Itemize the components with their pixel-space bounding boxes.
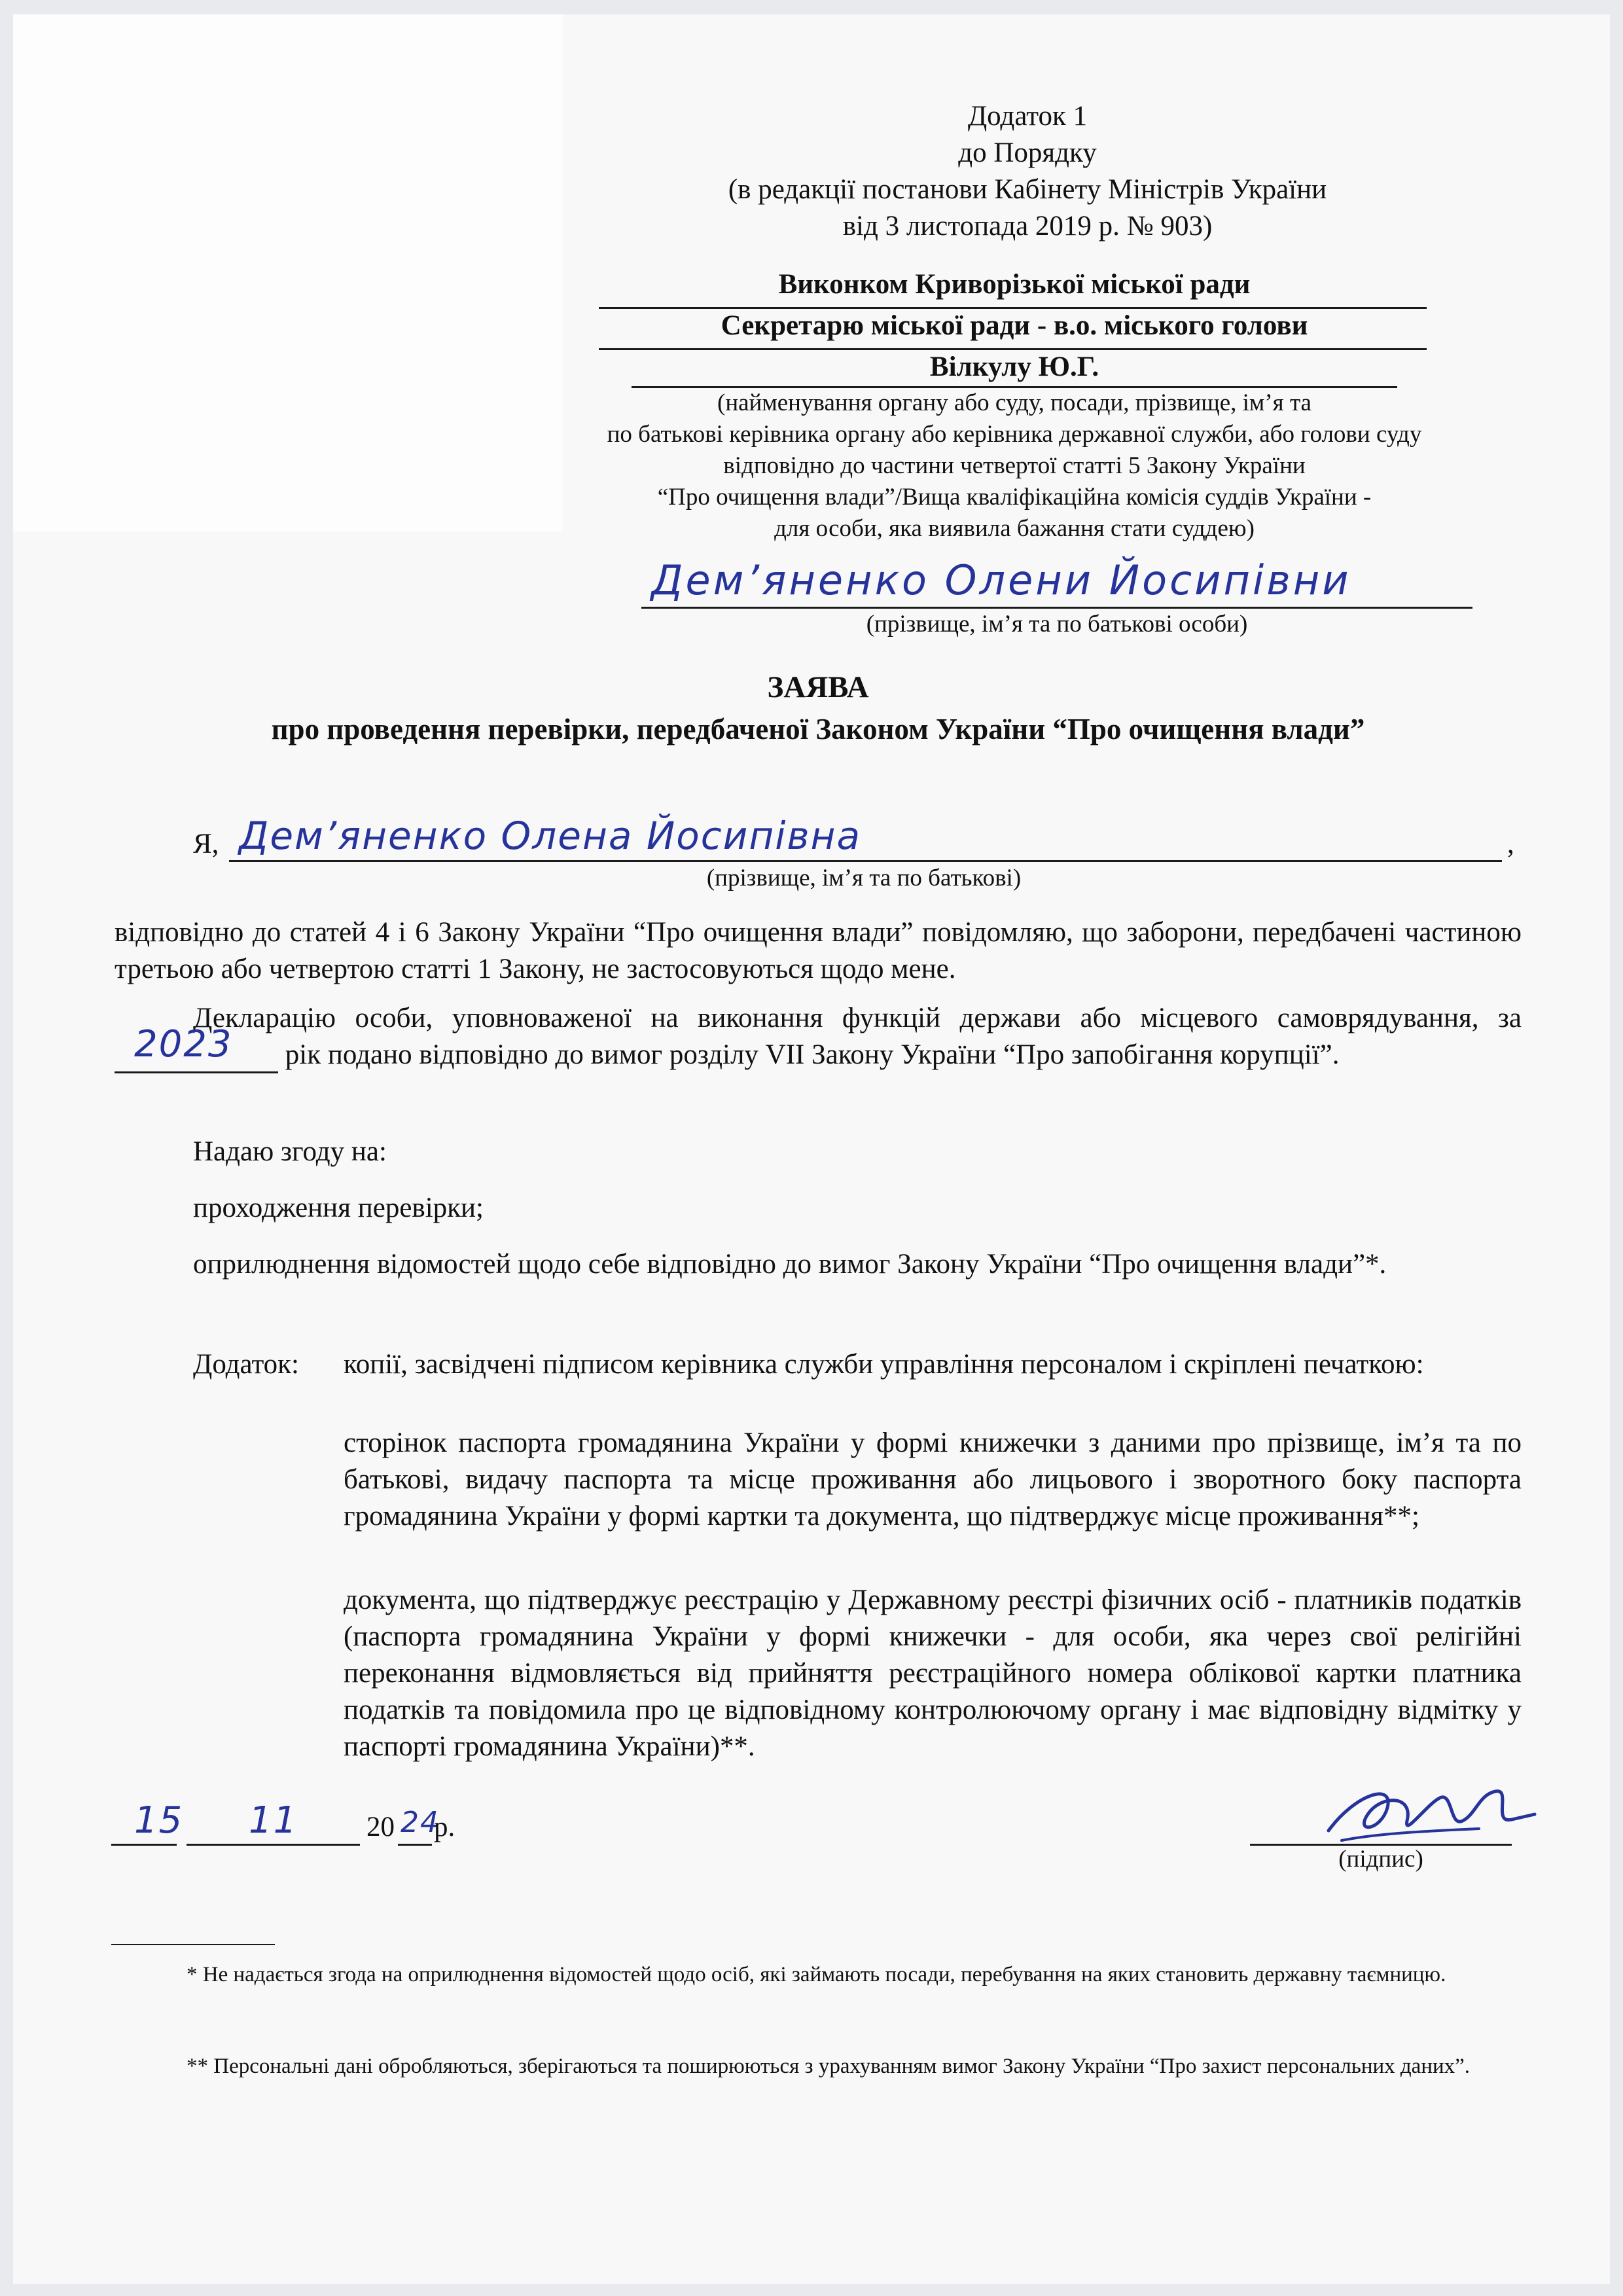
declaration-end: рік подано відповідно до вимог розділу VII Закону України “Про запобігання корупції”. bbox=[285, 1039, 1340, 1070]
consent-item-publication bbox=[115, 1246, 1522, 1283]
addressee-caption bbox=[556, 387, 1472, 545]
document-page bbox=[13, 14, 1610, 2284]
date-month-rule bbox=[187, 1844, 360, 1846]
date-day-rule bbox=[111, 1844, 177, 1846]
addressee-caption-line: по батькові керівника органу або керівника державної служби, або голови суду bbox=[607, 421, 1422, 448]
annex-number: Додаток 1 bbox=[967, 101, 1088, 132]
addressee-line-2: Секретарю міської ради - в.о. міського голови bbox=[721, 310, 1308, 341]
footnote-1-text: * Не надається згода на оприлюднення відомостей щодо осіб, які займають посади, перебування на яких становить державну таємницю. bbox=[187, 1963, 1446, 1986]
i-suffix: , bbox=[1507, 829, 1514, 859]
addressee-caption-line: для особи, яка виявила бажання стати суддею) bbox=[774, 515, 1255, 542]
document-title: ЗАЯВА bbox=[767, 670, 869, 704]
date-suffix: р. bbox=[434, 1812, 455, 1842]
footnote-2-text: ** Персональні дані обробляються, зберігаються та поширюються з урахуванням вимог Закону України “Про захист персональних даних”. bbox=[187, 2054, 1471, 2078]
annex-item-passport: сторінок паспорта громадянина України у формі книжечки з даними про прізвище, ім’я та по батькові, видачу паспорта та місце проживання або лицьового і зворотного боку паспорта громадянина України у формі картки та документа, що підтверджує місце проживання**; bbox=[344, 1427, 1522, 1532]
annex-to-order: до Порядку bbox=[958, 137, 1097, 168]
i-name-rule bbox=[229, 860, 1502, 862]
declaration-year-field bbox=[115, 1023, 278, 1073]
i-prefix: Я, bbox=[193, 829, 219, 859]
footnote-separator bbox=[111, 1944, 275, 1945]
annex-header bbox=[654, 98, 1400, 245]
addressee-caption-line: “Про очищення влади”/Вища кваліфікаційна комісія суддів України - bbox=[657, 484, 1372, 511]
date-year-prefix: 20 bbox=[366, 1812, 395, 1842]
i-name-handwritten: Дем’яненко Олена Йосипівна bbox=[239, 814, 861, 858]
paragraph-declaration bbox=[115, 1000, 1522, 1073]
paragraph-no-restrictions: відповідно до статей 4 і 6 Закону України “Про очищення влади” повідомляю, що заборони, передбачені частиною третьою або четвертою статті 1 Закону, не застосовуються щодо мене. bbox=[115, 917, 1522, 984]
annex-edition: (в редакції постанови Кабінету Міністрів України bbox=[728, 174, 1327, 205]
consent-item-verification: проходження перевірки; bbox=[193, 1193, 484, 1223]
date-year-handwritten: 24 bbox=[401, 1806, 440, 1839]
consent-item-publication-text: оприлюднення відомостей щодо себе відповідно до вимог Закону України “Про очищення влади”*. bbox=[193, 1249, 1387, 1280]
annex-date: від 3 листопада 2019 р. № 903) bbox=[842, 211, 1213, 242]
applicant-name-caption: (прізвище, ім’я та по батькові особи) bbox=[866, 611, 1248, 637]
document-subtitle: про проведення перевірки, передбаченої Законом України “Про очищення влади” bbox=[271, 713, 1365, 745]
annex-item-tax-id: документа, що підтверджує реєстрацію у Державному реєстрі фізичних осіб - платників податків (паспорта громадянина України у формі книжечки - для особи, яка через свої релігійні переконання відмовляється від прийняття реєстраційного номера облікової картки платника податків та повідомила про це відповідному контролюючому органу і має відповідну відмітку у паспорті громадянина України)**. bbox=[344, 1585, 1522, 1762]
declaration-year-handwritten: 2023 bbox=[134, 1023, 233, 1066]
date-year-rule bbox=[398, 1844, 432, 1846]
date-day-handwritten: 15 bbox=[134, 1799, 184, 1842]
applicant-name-handwritten: Дем’яненко Олени Йосипівни bbox=[651, 556, 1351, 604]
signature-caption: (підпис) bbox=[1338, 1846, 1423, 1873]
date-month-handwritten: 11 bbox=[249, 1799, 298, 1842]
addressee-line-1: Виконком Криворізької міської ради bbox=[778, 269, 1251, 300]
addressee-caption-line: (найменування органу або суду, посади, прізвище, ім’я та bbox=[717, 389, 1311, 416]
i-name-caption: (прізвище, ім’я та по батькові) bbox=[706, 865, 1022, 891]
declaration-start: Декларацію особи, уповноваженої на виконання функцій держави або місцевого самоврядування, за bbox=[193, 1003, 1522, 1033]
overlapping-paper-sheet bbox=[13, 14, 563, 531]
consent-heading: Надаю згоду на: bbox=[193, 1136, 387, 1167]
annex-label: Додаток: bbox=[193, 1349, 300, 1380]
annex-intro: копії, засвідчені підписом керівника служби управління персоналом і скріплені печаткою: bbox=[344, 1349, 1424, 1380]
addressee-caption-line: відповідно до частини четвертої статті 5 Закону України bbox=[723, 452, 1306, 479]
addressee-line-3: Вілкулу Ю.Г. bbox=[929, 351, 1099, 382]
footnote-2 bbox=[111, 2051, 1522, 2081]
footnote-1 bbox=[111, 1960, 1522, 1990]
